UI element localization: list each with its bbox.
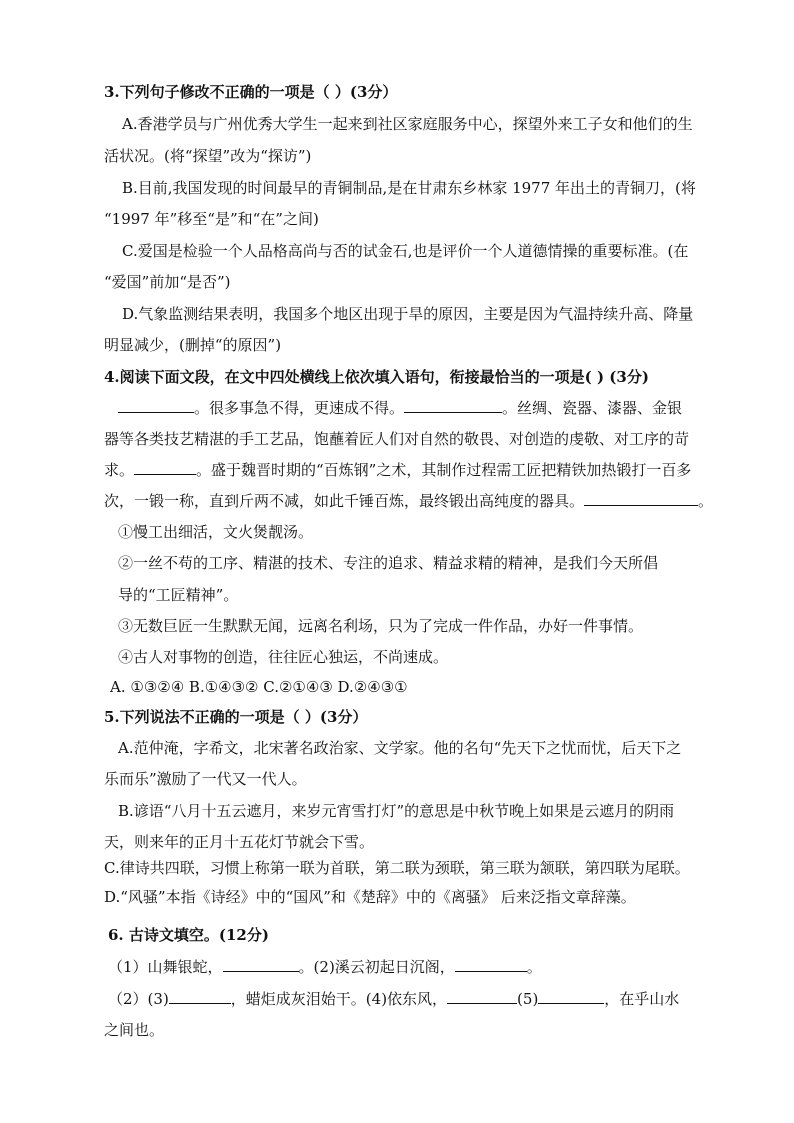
q4-passage-text: 。丝绸、瓷器、漆器、金银 bbox=[502, 399, 683, 417]
q3-option-b-line1: B.目前,我国发现的时间最早的青铜制品,是在甘肃东乡林家 1977 年出土的青铜刀，(将 bbox=[122, 179, 696, 197]
q4-passage-line1 bbox=[118, 398, 682, 418]
q6-line1 bbox=[108, 957, 542, 977]
q6-line2 bbox=[108, 989, 679, 1009]
fill-blank[interactable] bbox=[223, 957, 299, 972]
q4-sentence-3: ③无数巨匠一生默默无闻，远离名利场，只为了完成一件作品，办好一件事情。 bbox=[118, 617, 644, 635]
fill-blank[interactable] bbox=[447, 989, 517, 1004]
q6-text: ，蜡炬成灰泪始干。(4)依东风， bbox=[230, 990, 448, 1008]
q6-line3: 之间也。 bbox=[104, 1021, 165, 1039]
q4-passage-text: 。盛于魏晋时期的“百炼钢”之术，其制作过程需工匠把精铁加热锻打一百多 bbox=[196, 461, 692, 479]
q4-sentence-2-line2: 导的“工匠精神”。 bbox=[118, 586, 239, 604]
q6-text: ，在乎山水 bbox=[604, 990, 680, 1008]
q4-passage-text: 求。 bbox=[104, 461, 135, 479]
fill-blank[interactable] bbox=[134, 460, 196, 475]
q3-title: 3.下列句子修改不正确的一项是（ ）(3分） bbox=[104, 83, 398, 101]
q5-option-a-line1: A.范仲淹，字希文，北宋著名政治家、文学家。他的名句“先天下之忧而忧，后天下之 bbox=[118, 739, 682, 757]
fill-blank[interactable] bbox=[538, 989, 604, 1004]
q3-option-c-line2: “爱国”前加“是否”) bbox=[104, 273, 231, 291]
q6-text: 。 bbox=[526, 958, 542, 976]
q4-sentence-2-line1: ②一丝不苟的工序、精湛的技术、专注的追求、精益求精的精神，是我们今天所倡 bbox=[118, 554, 659, 572]
q3-option-d-line1: D.气象监测结果表明，我国多个地区出现于旱的原因，主要是因为气温持续升高、降量 bbox=[122, 305, 694, 323]
q4-passage-text: 次，一锻一称，直到斤两不减，如此千锤百炼，最终锻出高纯度的器具。 bbox=[104, 492, 585, 510]
fill-blank[interactable] bbox=[404, 398, 502, 413]
q5-option-c: C.律诗共四联，习惯上称第一联为首联，第二联为颈联，第三联为颔联，第四联为尾联。 bbox=[104, 859, 690, 877]
q4-passage-line2: 器等各类技艺精湛的手工艺品，饱蘸着匠人们对自然的敬畏、对创造的虔敬、对工序的苛 bbox=[104, 430, 690, 448]
q6-title: 6. 古诗文填空。(12分) bbox=[108, 926, 269, 944]
q4-answer-choices: A. ①③②④ B.①④③② C.②①④③ D.②④③① bbox=[110, 678, 408, 696]
q4-passage-text: 。很多事急不得，更速成不得。 bbox=[194, 399, 405, 417]
q4-sentence-1: ①慢工出细活，文火煲靓汤。 bbox=[118, 523, 314, 541]
fill-blank[interactable] bbox=[584, 491, 698, 506]
q3-option-a-line2: 活状况。(将“探望”改为“探访”) bbox=[104, 147, 312, 165]
q5-title: 5.下列说法不正确的一项是（ ）(3分） bbox=[104, 708, 368, 726]
q4-sentence-4: ④古人对事物的创造，往往匠心独运，不尚速成。 bbox=[118, 648, 449, 666]
q5-option-a-line2: 乐而乐”激励了一代又一代人。 bbox=[104, 770, 307, 788]
fill-blank[interactable] bbox=[169, 989, 231, 1004]
fill-blank[interactable] bbox=[118, 398, 194, 413]
q4-passage-text: 。 bbox=[698, 492, 714, 510]
q4-passage-line4 bbox=[104, 491, 713, 511]
q6-text: (5) bbox=[517, 990, 539, 1008]
q3-option-c-line1: C.爱国是检验一个人品格高尚与否的试金石,也是评价一个人道德情操的重要标准。(在 bbox=[122, 242, 689, 260]
q6-text: （1）山舞银蛇， bbox=[108, 958, 223, 976]
q4-title: 4.阅读下面文段，在文中四处横线上依次填入语句，衔接最恰当的一项是( ) (3分) bbox=[104, 368, 649, 386]
q3-option-d-line2: 明显减少，(删掉“的原因”) bbox=[104, 336, 282, 354]
fill-blank[interactable] bbox=[455, 957, 527, 972]
q5-option-b-line1: B.谚语“八月十五云遮月，来岁元宵雪打灯”的意思是中秋节晚上如果是云遮月的阴雨 bbox=[118, 802, 675, 820]
q3-option-b-line2: “1997 年”移至“是”和“在”之间) bbox=[104, 210, 319, 228]
q5-option-d: D.“风骚”本指《诗经》中的“国风”和《楚辞》中的《离骚》 后来泛指文章辞藻。 bbox=[104, 888, 636, 906]
q4-passage-line3 bbox=[104, 460, 691, 480]
q5-option-b-line2: 天，则来年的正月十五花灯节就会下雪。 bbox=[104, 833, 375, 851]
q3-option-a-line1: A.香港学员与广州优秀大学生一起来到社区家庭服务中心，探望外来工子女和他们的生 bbox=[122, 115, 693, 133]
q6-text: （2）(3) bbox=[108, 990, 169, 1008]
q6-text: 。(2)溪云初起日沉阁， bbox=[298, 958, 455, 976]
